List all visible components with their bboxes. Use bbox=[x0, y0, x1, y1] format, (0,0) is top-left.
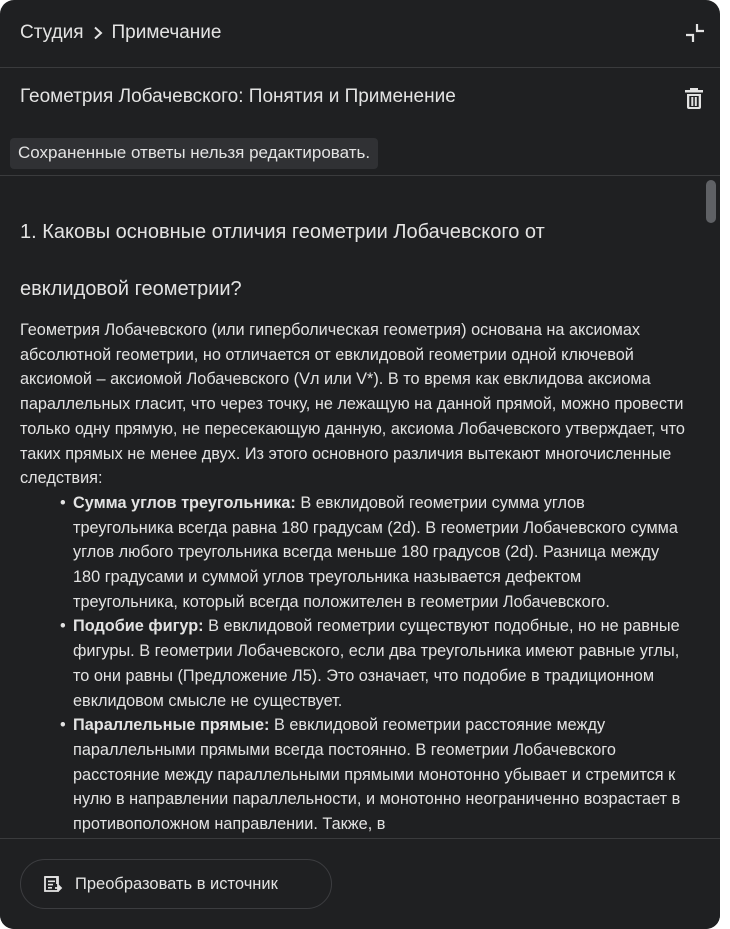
intro-paragraph: Геометрия Лобачевского (или гиперболическая геометрия) основана на аксиомах абсолютной геометрии, но отличается от евклидовой геометрии одной ключевой аксиомой – аксиомой Лобачевского (Vл или V*). В то время как евклидова аксиома параллельных гласит, что через точку, не лежащую на данной прямой, можно провести только одну прямую, не пересекающую данную, аксиома Лобачевского утверждает, что таких прямых не менее двух. Из этого основного различия вытекают многочисленные следствия: bbox=[20, 321, 685, 488]
collapse-icon[interactable] bbox=[684, 22, 706, 44]
readonly-tooltip: Сохраненные ответы нельзя редактировать. bbox=[10, 138, 378, 169]
note-content[interactable] bbox=[0, 176, 720, 838]
list-item bbox=[73, 491, 688, 615]
note-body bbox=[20, 176, 688, 837]
panel-footer bbox=[0, 838, 720, 929]
note-convert-icon bbox=[43, 874, 63, 894]
point-term: Параллельные прямые: bbox=[73, 716, 270, 735]
point-term: Подобие фигур: bbox=[73, 617, 204, 636]
question-line-1: 1. Каковы основные отличия геометрии Лобачевского от bbox=[20, 221, 545, 243]
content-scrollbar[interactable] bbox=[706, 180, 716, 223]
point-term: Сумма углов треугольника: bbox=[73, 493, 296, 512]
list-item bbox=[73, 614, 688, 713]
trash-icon[interactable] bbox=[680, 84, 708, 112]
points-list bbox=[20, 491, 688, 837]
convert-to-source-label: Преобразовать в источник bbox=[75, 874, 278, 893]
note-title-row bbox=[0, 68, 720, 176]
breadcrumb bbox=[20, 22, 221, 44]
breadcrumb-studio[interactable]: Студия bbox=[20, 22, 84, 43]
list-item bbox=[73, 713, 688, 837]
breadcrumb-note: Примечание bbox=[111, 22, 222, 43]
chevron-right-icon bbox=[92, 26, 104, 40]
panel-header bbox=[0, 0, 720, 68]
question-heading bbox=[20, 204, 688, 318]
point-text: В евклидовой геометрии расстояние между параллельными прямыми всегда постоянно. В геометрии Лобачевского расстояние между параллельными прямыми монотонно убывает и стремится к нулю в направлении параллельности, и монотонно неограниченно возрастает в противоположном направлении. Также, в bbox=[73, 716, 681, 834]
question-line-2: евклидовой геометрии? bbox=[20, 278, 242, 300]
point-text: В евклидовой геометрии существуют подобные, но не равные фигуры. В геометрии Лобачевского, если два треугольника имеют равные углы, то они равны (Предложение Л5). Это означает, что подобие в традиционном евклидовом смысле не существует. bbox=[73, 617, 680, 710]
point-text: В евклидовой геометрии сумма углов треугольника всегда равна 180 градусам (2d). В геометрии Лобачевского сумма углов любого треугольника всегда меньше 180 градусов (2d). Разница между 180 градусами и суммой углов треугольника называется дефектом треугольника, который всегда положителен в геометрии Лобачевского. bbox=[73, 493, 678, 611]
note-title: Геометрия Лобачевского: Понятия и Применение bbox=[20, 86, 456, 107]
convert-to-source-button[interactable] bbox=[20, 859, 332, 909]
